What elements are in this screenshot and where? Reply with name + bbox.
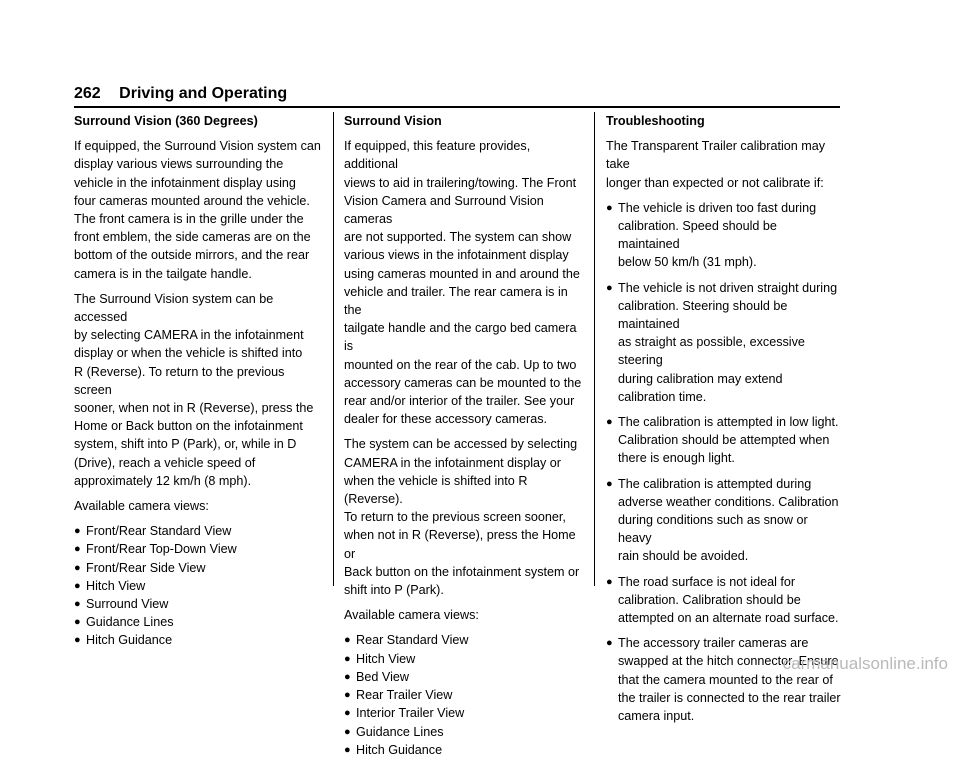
list-item: ● Interior Trailer View bbox=[344, 704, 584, 722]
page-number: 262 bbox=[74, 85, 101, 102]
list-item: ● Front/Rear Standard View bbox=[74, 522, 324, 540]
bullet-icon: ● bbox=[74, 543, 81, 556]
paragraph: The system can be accessed by selecting CAMERA in the infotainment display or when the vehicle is shifted into R (Reverse). To return to the previous screen sooner, when not in R (Reverse), press the Home or Back button on the infotainment system or shift into P (Park). bbox=[344, 437, 580, 598]
bullet-icon: ● bbox=[74, 616, 81, 629]
list-item: ● Front/Rear Top-Down View bbox=[74, 540, 324, 558]
paragraph: The Surround Vision system can be accessed by selecting CAMERA in the infotainment display or when the vehicle is shifted into R (Reverse). To return to the previous screen sooner, when not in R (Reverse), press the Home or Back button on the infotainment system, shift into P (Park), or, while in D (Drive), reach a vehicle speed of approximately 12 km/h (8 mph). bbox=[74, 291, 314, 488]
column-3 bbox=[606, 112, 842, 732]
bullet-icon: ● bbox=[344, 743, 351, 756]
list-item: ● Guidance Lines bbox=[74, 613, 324, 631]
list-item: ● The calibration is attempted during adverse weather conditions. Calibration during conditions such as snow or heavy rain should be avoided. bbox=[606, 476, 839, 564]
paragraph: If equipped, the Surround Vision system can display various views surrounding the vehicle in the infotainment display using four cameras mounted around the vehicle. The front camera is in the grille under the front emblem, the side cameras are on the bottom of the outside mirrors, and the rear camera is in the tailgate handle. bbox=[74, 139, 321, 281]
bullet-icon: ● bbox=[74, 561, 81, 574]
list-item: ● Rear Trailer View bbox=[344, 686, 584, 704]
list-item: ● Hitch View bbox=[74, 577, 324, 595]
list-item: ● The vehicle is driven too fast during calibration. Speed should be maintained below 50 km/h (31 mph). bbox=[606, 200, 817, 270]
list-item: ● The vehicle is not driven straight during calibration. Steering should be maintained as straight as possible, excessive steering during calibration may extend calibration time. bbox=[606, 280, 838, 404]
list-item: ● Hitch Guidance bbox=[74, 631, 324, 649]
column-1 bbox=[74, 112, 324, 657]
bullet-icon: ● bbox=[606, 637, 613, 650]
paragraph: If equipped, this feature provides, additional views to aid in trailering/towing. The Front Vision Camera and Surround Vision cameras are not supported. The system can show various views in the infotainment display using cameras mounted in and around the vehicle and trailer. The rear camera is in the tailgate handle and the cargo bed camera is mounted on the rear of the cab. Up to two accessory cameras can be mounted to the rear and/or interior of the trailer. See your dealer for these accessory cameras. bbox=[344, 139, 582, 427]
bullet-icon: ● bbox=[606, 477, 613, 490]
bullet-icon: ● bbox=[74, 598, 81, 611]
list-item: ● Bed View bbox=[344, 668, 584, 686]
bullet-icon: ● bbox=[344, 670, 351, 683]
camera-views-list bbox=[344, 631, 584, 758]
bullet-icon: ● bbox=[344, 634, 351, 647]
watermark-text: carmanualsonline.info bbox=[782, 654, 948, 673]
bullet-icon: ● bbox=[606, 201, 613, 214]
paragraph: The Transparent Trailer calibration may take longer than expected or not calibrate if: bbox=[606, 139, 826, 190]
bullet-icon: ● bbox=[344, 707, 351, 720]
section-title: Driving and Operating bbox=[119, 85, 288, 102]
column-divider bbox=[333, 112, 334, 586]
camera-views-list bbox=[74, 522, 324, 649]
paragraph: Available camera views: bbox=[74, 499, 209, 514]
list-item: ● The calibration is attempted in low light. Calibration should be attempted when there is enough light. bbox=[606, 415, 839, 466]
page-header bbox=[74, 84, 840, 108]
troubleshooting-list bbox=[606, 199, 842, 725]
bullet-icon: ● bbox=[74, 634, 81, 647]
bullet-icon: ● bbox=[606, 575, 613, 588]
list-item: ● Guidance Lines bbox=[344, 723, 584, 741]
bullet-icon: ● bbox=[74, 525, 81, 538]
list-item: ● The road surface is not ideal for calibration. Calibration should be attempted on an alternate road surface. bbox=[606, 574, 839, 626]
heading-troubleshooting: Troubleshooting bbox=[606, 114, 705, 128]
list-item: ● Surround View bbox=[74, 595, 324, 613]
bullet-icon: ● bbox=[606, 281, 613, 294]
list-item: ● The accessory trailer cameras are swapped at the hitch connector. Ensure that the camera mounted to the rear of the trailer is connected to the rear trailer camera input. bbox=[606, 636, 841, 724]
list-item: ● Hitch View bbox=[344, 650, 584, 668]
heading-surround-vision: Surround Vision bbox=[344, 114, 442, 128]
bullet-icon: ● bbox=[344, 725, 351, 738]
bullet-icon: ● bbox=[344, 689, 351, 702]
heading-surround-vision-360: Surround Vision (360 Degrees) bbox=[74, 114, 258, 128]
list-item: ● Rear Standard View bbox=[344, 631, 584, 649]
bullet-icon: ● bbox=[606, 416, 613, 429]
column-divider bbox=[594, 112, 595, 586]
list-item: ● Hitch Guidance bbox=[344, 741, 584, 759]
list-item: ● Front/Rear Side View bbox=[74, 559, 324, 577]
bullet-icon: ● bbox=[74, 579, 81, 592]
paragraph: Available camera views: bbox=[344, 608, 479, 623]
column-2 bbox=[344, 112, 584, 766]
bullet-icon: ● bbox=[344, 652, 351, 665]
